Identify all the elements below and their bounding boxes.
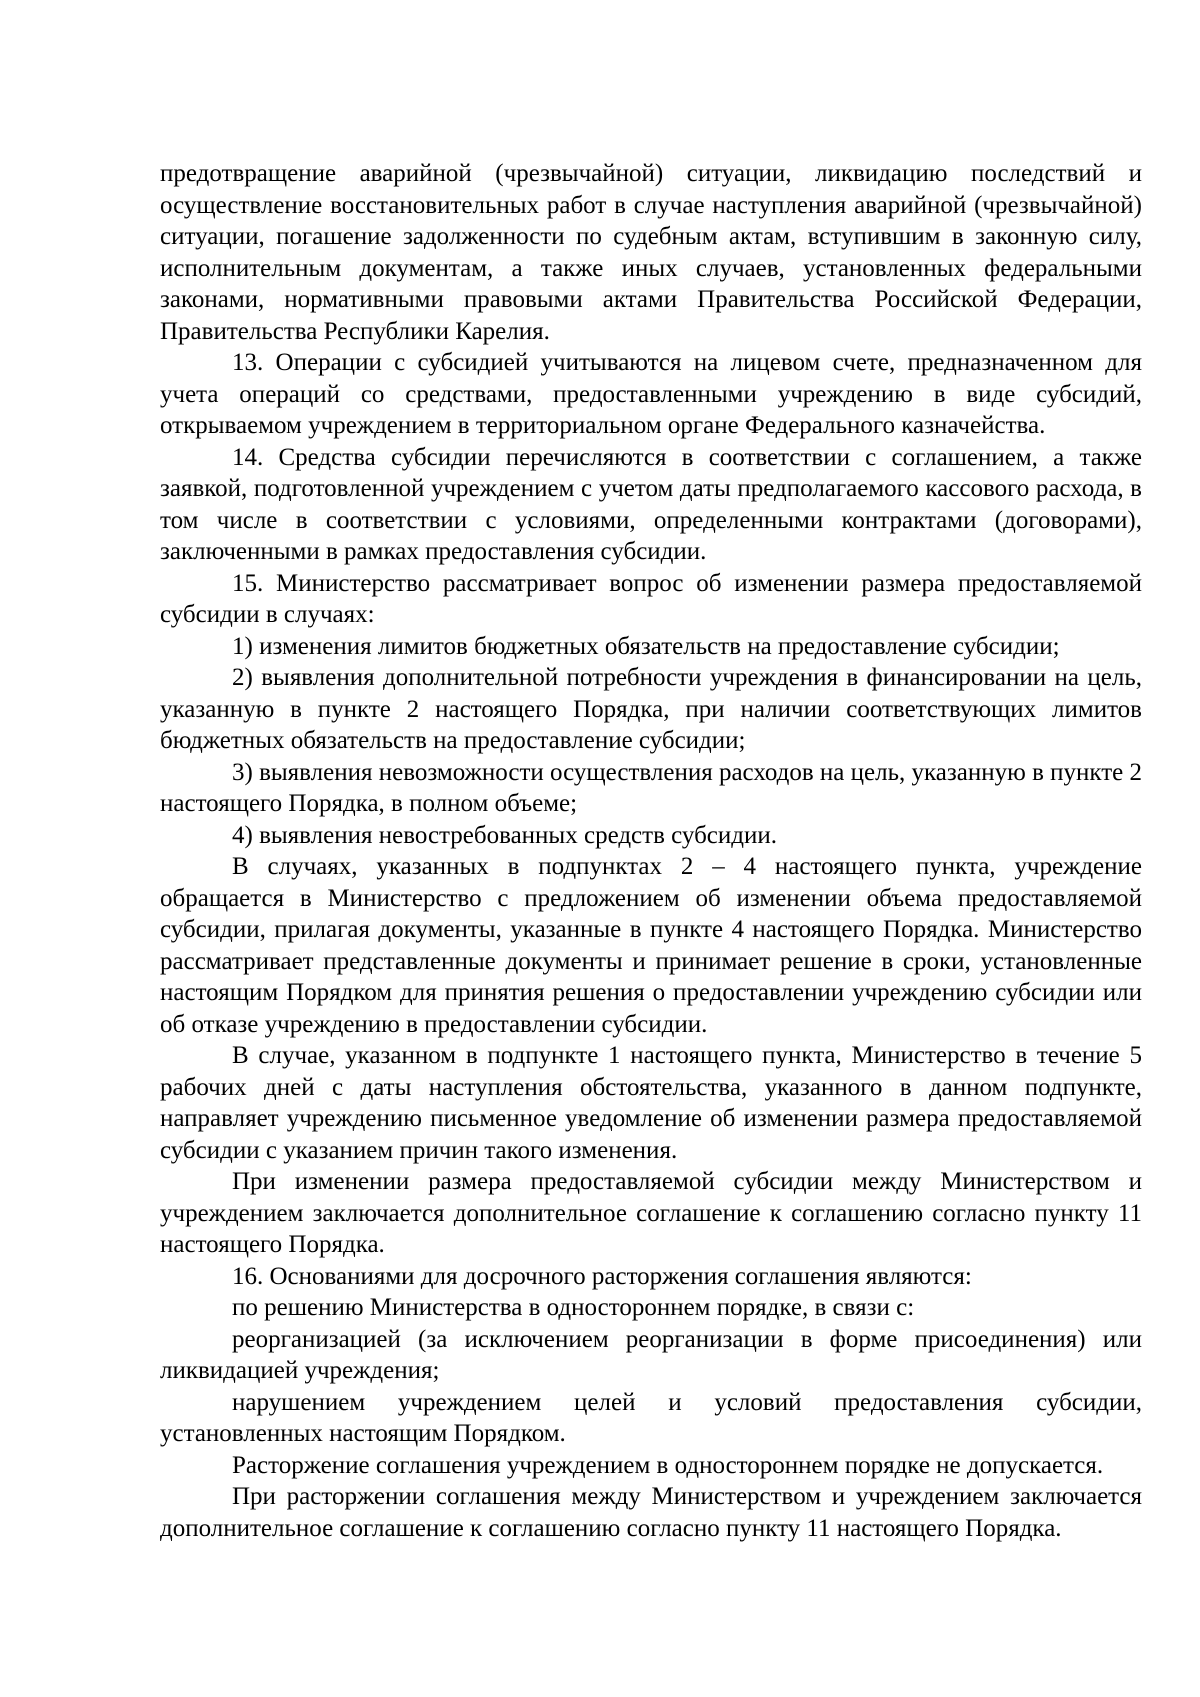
- paragraph-termination: При расторжении соглашения между Министерством и учреждением заключается дополнительное соглашение к соглашению согласно пункту 11 настоящего Порядка.: [160, 1483, 1142, 1542]
- list-item-2: 2) выявления дополнительной потребности учреждения в финансировании на цель, указанную в пункте 2 настоящего Порядка, при наличии соответствующих лимитов бюджетных обязательств на предоставление субсидии;: [160, 664, 1142, 754]
- list-item-1: 1) изменения лимитов бюджетных обязательств на предоставление субсидии;: [232, 632, 1060, 660]
- paragraph-16: 16. Основаниями для досрочного расторжения соглашения являются:: [232, 1262, 972, 1290]
- paragraph-ministry-decision: по решению Министерства в одностороннем порядке, в связи с:: [232, 1294, 915, 1321]
- paragraph-14: 14. Средства субсидии перечисляются в соответствии с соглашением, а также заявкой, подготовленной учреждением с учетом даты предполагаемого кассового расхода, в том числе в соответствии с условиями, определенными контрактами (договорами), заключенными в рамках предоставления субсидии.: [160, 443, 1142, 565]
- paragraph-reorganization: реорганизацией (за исключением реорганизации в форме присоединения) или ликвидацией учреждения;: [160, 1325, 1142, 1384]
- list-item-4: 4) выявления невостребованных средств субсидии.: [232, 821, 777, 849]
- paragraph-15: 15. Министерство рассматривает вопрос об изменении размера предоставляемой субсидии в случаях:: [160, 569, 1142, 628]
- paragraph-cases-2-4: В случаях, указанных в подпунктах 2 – 4 настоящего пункта, учреждение обращается в Министерство с предложением об изменении объема предоставляемой субсидии, прилагая документы, указанные в пункте 4 настоящего Порядка. Министерство рассматривает представленные документы и принимает решение в сроки, установленные настоящим Порядком для принятия решения о предоставлении учреждению субсидии или об отказе учреждению в предоставлении субсидии.: [160, 853, 1142, 1038]
- paragraph-case-1: В случае, указанном в подпункте 1 настоящего пункта, Министерство в течение 5 рабочих дней с даты наступления обстоятельства, указанного в данном подпункте, направляет учреждению письменное уведомление об изменении размера предоставляемой субсидии с указанием причин такого изменения.: [160, 1042, 1142, 1164]
- paragraph-size-change: При изменении размера предоставляемой субсидии между Министерством и учреждением заключается дополнительное соглашение к соглашению согласно пункту 11 настоящего Порядка.: [160, 1168, 1142, 1258]
- paragraph-continuation: предотвращение аварийной (чрезвычайной) ситуации, ликвидацию последствий и осуществление восстановительных работ в случае наступления аварийной (чрезвычайной) ситуации, погашение задолженности по судебным актам, вступившим в законную силу, исполнительным документам, а также иных случаев, установленных федеральными законами, нормативными правовыми актами Правительства Российской Федерации, Правительства Республики Карелия.: [160, 160, 1142, 345]
- paragraph-violation: нарушением учреждением целей и условий предоставления субсидии, установленных настоящим Порядком.: [160, 1388, 1142, 1447]
- paragraph-unilateral: Расторжение соглашения учреждением в одностороннем порядке не допускается.: [232, 1451, 1104, 1479]
- paragraph-13: 13. Операции с субсидией учитываются на лицевом счете, предназначенном для учета операций со средствами, предоставленными учреждению в виде субсидий, открываемом учреждением в территориальном органе Федерального казначейства.: [160, 349, 1142, 439]
- list-item-3: 3) выявления невозможности осуществления расходов на цель, указанную в пункте 2 настоящего Порядка, в полном объеме;: [160, 758, 1142, 817]
- document-body: [160, 158, 1142, 1544]
